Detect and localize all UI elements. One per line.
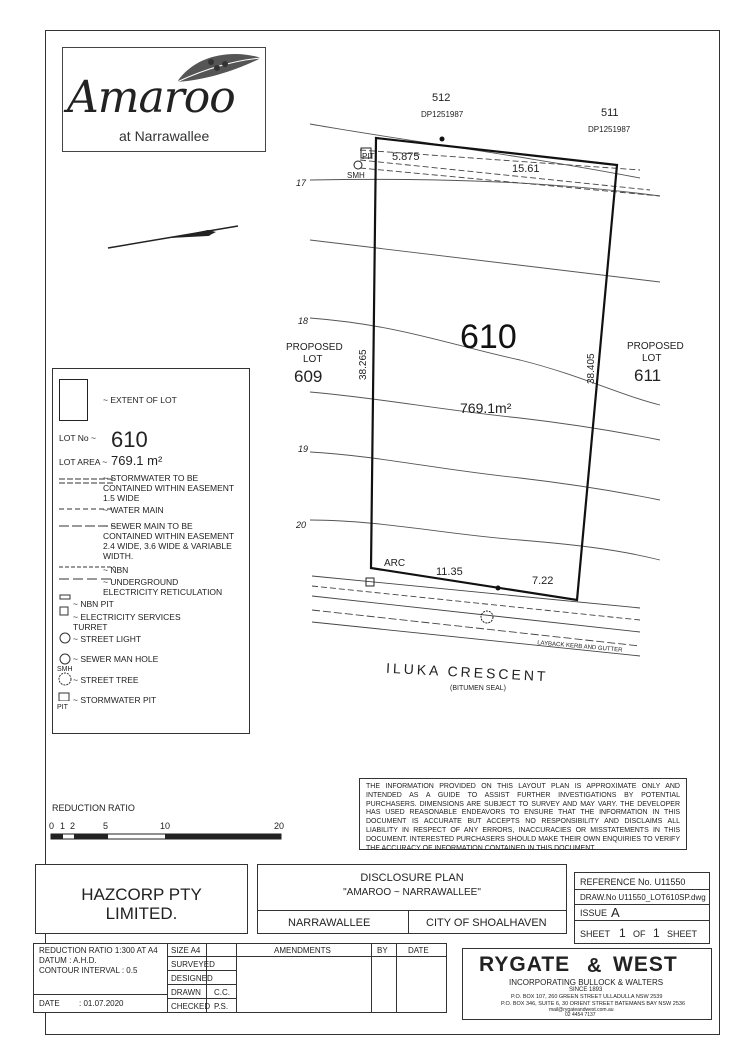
plan-subtitle: "AMAROO ~ NARRAWALLEE" bbox=[343, 887, 481, 898]
main-lot-number: 610 bbox=[460, 318, 517, 356]
dim-front-b: 7.22 bbox=[532, 575, 554, 587]
dim-right-side: 38.405 bbox=[586, 353, 597, 384]
company-name-a: RYGATE bbox=[479, 953, 571, 976]
client-line-2: LIMITED. bbox=[105, 904, 178, 923]
arc-label: ARC bbox=[384, 558, 406, 569]
of-label: OF bbox=[633, 929, 646, 939]
contour-18: 18 bbox=[298, 316, 309, 326]
left-lot-number: 609 bbox=[294, 367, 323, 386]
contour-interval: CONTOUR INTERVAL : 0.5 bbox=[39, 966, 138, 975]
drawn-by: C.C. bbox=[214, 988, 230, 997]
reference-box bbox=[574, 872, 710, 944]
company-tagline: INCORPORATING BULLOCK & WALTERS bbox=[509, 978, 664, 987]
dim-top-a: 5.875 bbox=[392, 151, 420, 163]
drawn-label: DRAWN bbox=[171, 988, 201, 997]
surveyed-label: SURVEYED bbox=[171, 960, 215, 969]
date-label: DATE bbox=[39, 999, 60, 1008]
contour-19: 19 bbox=[298, 444, 309, 454]
drawing-no: DRAW.No U11550_LOT610SP.dwg bbox=[580, 893, 706, 902]
legend-water: ~ WATER MAIN bbox=[103, 505, 164, 515]
legend-street-light: ~ STREET LIGHT bbox=[73, 634, 142, 644]
scale-title: REDUCTION RATIO bbox=[52, 803, 135, 813]
contour-20: 20 bbox=[296, 520, 307, 530]
company-since: SINCE 1893 bbox=[569, 987, 603, 993]
company-name-b: WEST bbox=[613, 953, 678, 976]
company-address-1: P.O. BOX 107, 260 GREEN STREET ULLADULLA NSW 2539 bbox=[511, 994, 663, 1000]
scale-tick-10: 10 bbox=[160, 821, 171, 831]
datum: DATUM : A.H.D. bbox=[39, 956, 97, 965]
legend-panel bbox=[52, 368, 250, 734]
sheet-total: 1 bbox=[653, 926, 660, 940]
client-line-1: HAZCORP PTY bbox=[81, 885, 202, 904]
logo-wordmark: Amaroo bbox=[67, 72, 235, 123]
sheet-number: 1 bbox=[619, 926, 626, 940]
legend-lot-area-label: LOT AREA ~ bbox=[59, 457, 108, 467]
plan-title-box bbox=[257, 864, 567, 934]
lot-boundary bbox=[371, 138, 617, 600]
amaroo-logo bbox=[62, 47, 266, 152]
lot-511-label: 511 bbox=[601, 107, 619, 119]
legend-smh: SMH bbox=[57, 666, 73, 673]
reference-no: REFERENCE No. U11550 bbox=[580, 877, 686, 887]
legend-nbn: ~ NBN bbox=[103, 565, 129, 575]
checked-by: P.S. bbox=[214, 1002, 229, 1011]
company-phone: 02 4454 7137 bbox=[565, 1012, 596, 1018]
checked-label: CHECKED bbox=[171, 1002, 211, 1011]
north-arrow-icon bbox=[108, 226, 238, 248]
legend-stormwater-pit: ~ STORMWATER PIT bbox=[73, 695, 157, 705]
scale-tick-20: 20 bbox=[274, 821, 285, 831]
legend-sewer: ~ SEWER MAIN TO BE CONTAINED WITHIN EASEMENT 2.4 WIDE, 3.6 WIDE & VARIABLE WIDTH. bbox=[103, 521, 234, 561]
scale-tick-1: 1 bbox=[60, 821, 66, 831]
legend-sewer-hole: ~ SEWER MAN HOLE bbox=[73, 654, 159, 664]
company-block bbox=[462, 948, 712, 1020]
date-header: DATE bbox=[408, 946, 429, 955]
scale-tick-5: 5 bbox=[103, 821, 109, 831]
issue-value: A bbox=[611, 905, 620, 920]
locality: NARRAWALLEE bbox=[288, 917, 371, 929]
extent-of-lot-icon bbox=[59, 379, 88, 421]
contour-17: 17 bbox=[296, 178, 307, 188]
plan-title: DISCLOSURE PLAN bbox=[360, 872, 464, 884]
sheet-label-2: SHEET bbox=[667, 929, 698, 939]
disclaimer-note: THE INFORMATION PROVIDED ON THIS LAYOUT PLAN IS APPROXIMATE ONLY AND INTENDED AS A GUIDE TO ASSIST FURTHER INVESTIGATIONS BY POTENTIAL PURCHASERS. DIMENSIONS ARE SUBJECT TO SURVEY AND MAY VARY. THE DEVELOPER HAS USED REASONABLE ENDEAVORS TO ENSURE THAT THE INFORMATION IN THIS DOCUMENT IS ACCURATE BUT ACCEPTS NO RESPONSIBILITY AND DISCLAIMS ALL LIABILITY IN RESPECT OF ANY ERRORS, INACCURACIES OR MISSTATEMENTS IN THIS DOCUMENT. INTERESTED PURCHASERS SHOULD MAKE THEIR OWN ENQUIRIES TO VERIFY THE ACCURACY OF INFORMATION CONTAINED IN THIS DOCUMENT. bbox=[359, 778, 687, 850]
legend-extent: ~ EXTENT OF LOT bbox=[103, 395, 177, 405]
legend-underground: ~ UNDERGROUND ELECTRICITY RETICULATION bbox=[103, 577, 223, 597]
dim-left-side: 38.265 bbox=[358, 349, 369, 380]
pit-label: PIT bbox=[362, 152, 375, 161]
legend-stormwater: ~ STORMWATER TO BE CONTAINED WITHIN EASEMENT 1.5 WIDE bbox=[103, 473, 234, 503]
right-lot-number: 611 bbox=[634, 366, 662, 385]
dim-front-a: 11.35 bbox=[436, 566, 463, 578]
sheet-label: SHEET bbox=[580, 929, 611, 939]
street-name: ILUKA CRESCENT bbox=[385, 659, 549, 685]
info-block bbox=[33, 943, 447, 1013]
date-value: : 01.07.2020 bbox=[79, 999, 124, 1008]
lot-512-label: 512 bbox=[432, 92, 451, 104]
reduction-ratio: REDUCTION RATIO 1:300 AT A4 bbox=[39, 946, 158, 955]
street-surface: (BITUMEN SEAL) bbox=[450, 685, 507, 692]
legend-pit: PIT bbox=[57, 704, 68, 711]
lot-512-dp: DP1251987 bbox=[421, 110, 464, 119]
legend-nbn-pit: ~ NBN PIT bbox=[73, 599, 114, 609]
by-header: BY bbox=[377, 946, 388, 955]
street-tree-icon bbox=[481, 611, 493, 623]
main-lot-area: 769.1m² bbox=[460, 400, 512, 416]
right-proposed: PROPOSED bbox=[627, 341, 684, 352]
issue-label: ISSUE bbox=[580, 908, 608, 918]
legend-lot-area: 769.1 m² bbox=[111, 453, 163, 468]
lot-511-dp: DP1251987 bbox=[588, 125, 631, 134]
logo-subtitle: at Narrawallee bbox=[119, 128, 210, 144]
designed-label: DESIGNED bbox=[171, 974, 213, 983]
council: CITY OF SHOALHAVEN bbox=[426, 917, 547, 929]
client-box bbox=[35, 864, 248, 934]
company-address-2: P.O. BOX 346, SUITE 6, 30 ORIENT STREET BATEMANS BAY NSW 2536 bbox=[501, 1001, 686, 1007]
legend-lot-no-label: LOT No ~ bbox=[59, 433, 96, 443]
left-lot-word: LOT bbox=[303, 354, 323, 365]
legend-lot-no: 610 bbox=[111, 427, 148, 452]
company-email: mail@rygateandwest.com.au bbox=[549, 1007, 614, 1013]
scale-tick-2: 2 bbox=[70, 821, 76, 831]
amendments-header: AMENDMENTS bbox=[274, 946, 331, 955]
ampersand-icon: & bbox=[587, 955, 602, 977]
legend-street-tree: ~ STREET TREE bbox=[73, 675, 139, 685]
legend-electricity-turret: ~ ELECTRICITY SERVICES TURRET bbox=[73, 612, 181, 632]
left-proposed: PROPOSED bbox=[286, 342, 343, 353]
smh-label: SMH bbox=[347, 171, 365, 180]
size-label: SIZE A4 bbox=[171, 946, 201, 955]
kerb-label: LAYBACK KERB AND GUTTER bbox=[536, 640, 623, 654]
right-lot-word: LOT bbox=[642, 353, 662, 364]
scale-tick-0: 0 bbox=[49, 821, 55, 831]
dim-top-b: 15.61 bbox=[512, 163, 540, 175]
